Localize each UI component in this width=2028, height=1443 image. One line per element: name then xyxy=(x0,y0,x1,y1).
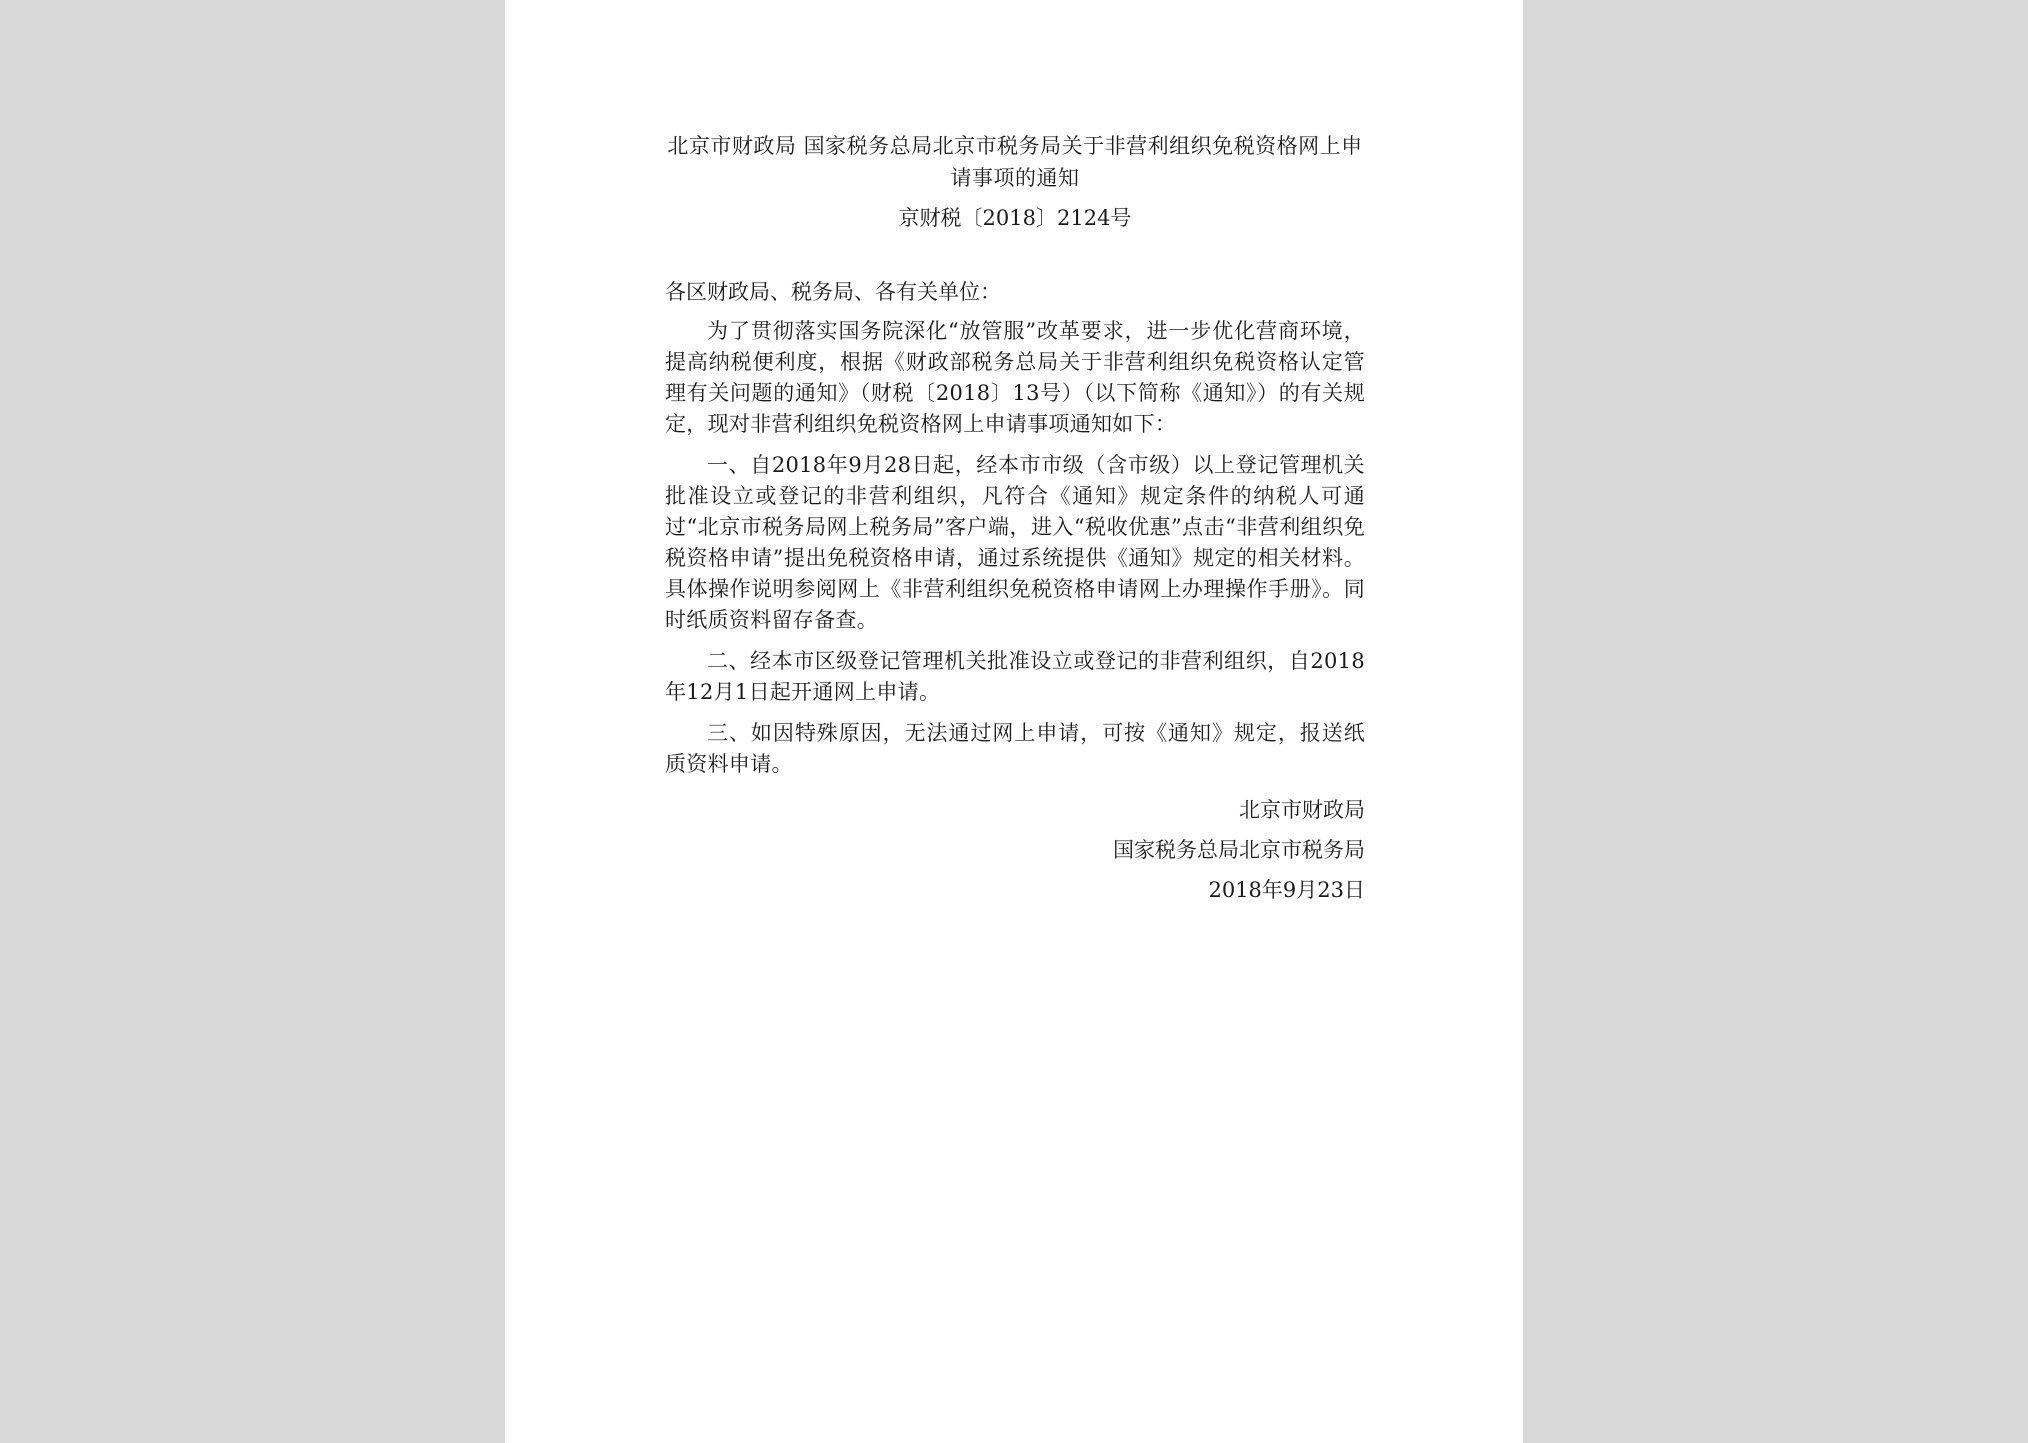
document-body xyxy=(665,130,1365,910)
paragraph-item-3: 三、如因特殊原因，无法通过网上申请，可按《通知》规定，报送纸质资料申请。 xyxy=(665,721,1365,776)
paragraph-intro: 为了贯彻落实国务院深化“放管服”改革要求，进一步优化营商环境，提高纳税便利度，根据《财政部税务总局关于非营利组织免税资格认定管理有关问题的通知》（财税〔2018〕13号）（以下简称《通知》）的有关规定，现对非营利组织免税资格网上申请事项通知如下： xyxy=(665,319,1365,436)
paragraph-item-1: 一、自2018年9月28日起，经本市市级（含市级）以上登记管理机关批准设立或登记的非营利组织，凡符合《通知》规定条件的纳税人可通过“北京市税务局网上税务局”客户端，进入“税收优惠”点击“非营利组织免税资格申请”提出免税资格申请，通过系统提供《通知》规定的相关材料。具体操作说明参阅网上《非营利组织免税资格申请网上办理操作手册》。同时纸质资料留存备查。 xyxy=(665,453,1365,632)
signature-tax-bureau: 国家税务总局北京市税务局 xyxy=(1113,838,1365,862)
document-number: 京财税〔2018〕2124号 xyxy=(898,206,1132,230)
document-page xyxy=(505,0,1523,1443)
document-title: 北京市财政局 国家税务总局北京市税务局关于非营利组织免税资格网上申请事项的通知 xyxy=(667,134,1363,190)
salutation: 各区财政局、税务局、各有关单位： xyxy=(665,280,1001,304)
paragraph-item-2: 二、经本市区级登记管理机关批准设立或登记的非营利组织，自2018年12月1日起开通网上申请。 xyxy=(665,649,1365,704)
signature-finance-bureau: 北京市财政局 xyxy=(1239,798,1365,822)
signature-date: 2018年9月23日 xyxy=(1208,878,1365,902)
signature-block xyxy=(665,790,1365,910)
